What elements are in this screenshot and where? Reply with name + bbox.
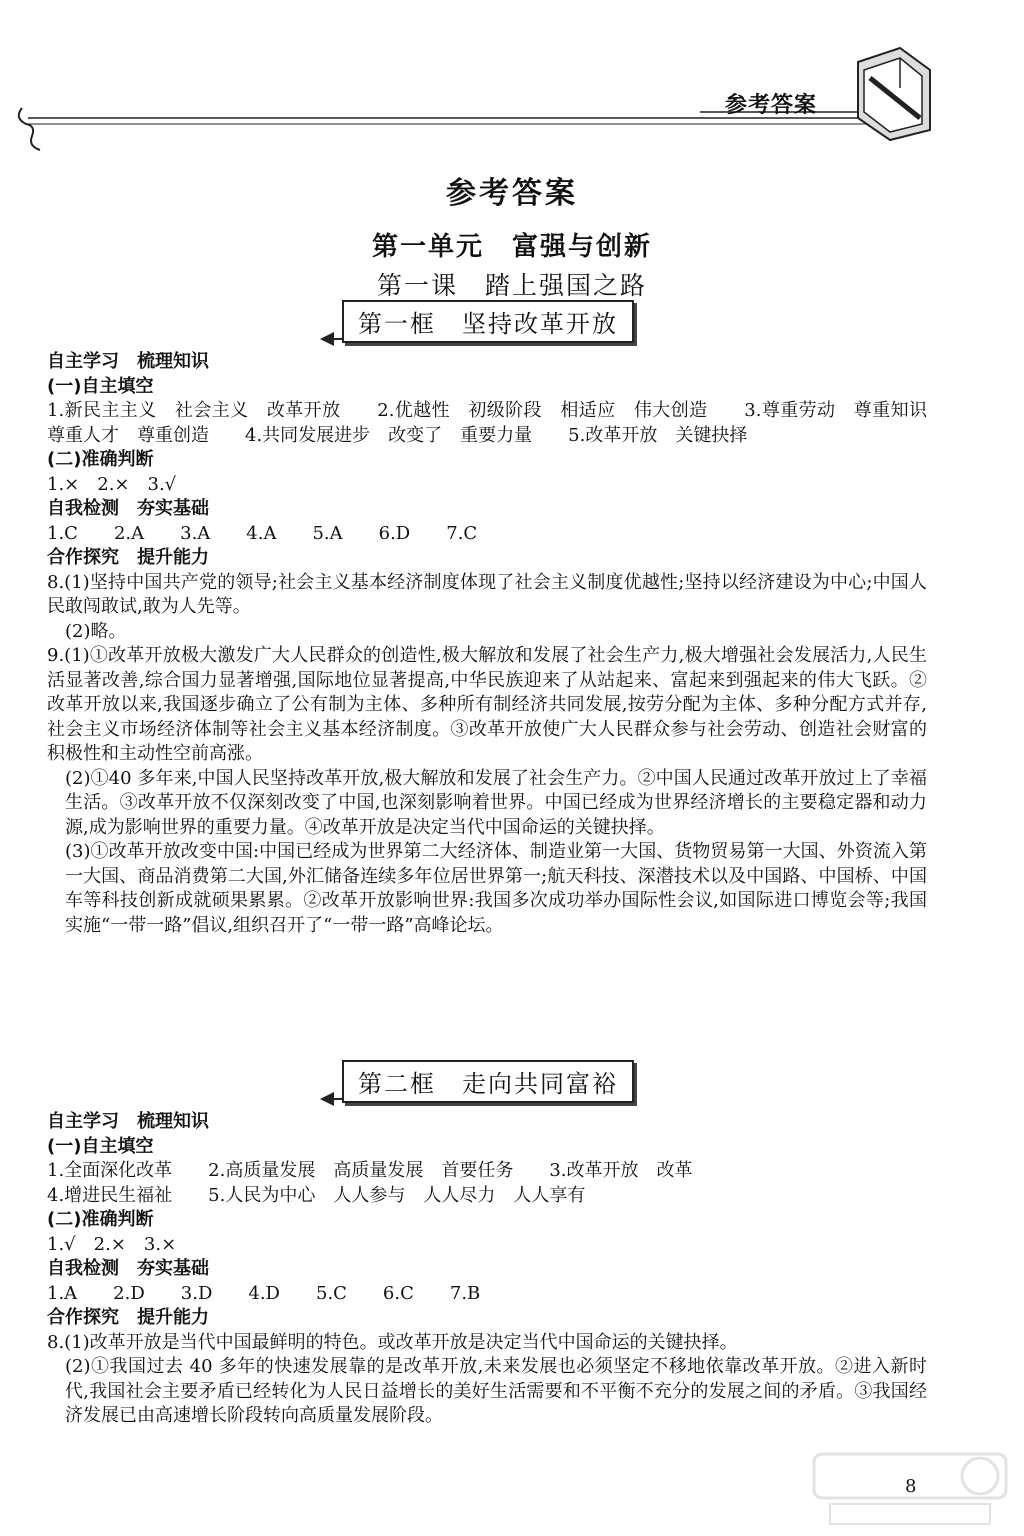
answer-paragraph: (2)①40 多年来,中国人民坚持改革开放,极大解放和发展了社会生产力。②中国人民通过改革开放过上了幸福生活。③改革开放不仅深刻改变了中国,也深刻影响着世界。中国已经成为世界经济增长的主要稳定器和动力源,成为影响世界的重要力量。④改革开放是决定当代中国命运的关键抉择。 bbox=[65, 767, 927, 838]
sub-heading: (二)准确判断 bbox=[47, 1209, 154, 1230]
frame2-header bbox=[322, 1060, 634, 1100]
book-icon bbox=[858, 48, 930, 140]
section-heading: 自主学习 梳理知识 bbox=[47, 1111, 209, 1132]
page-title: 参考答案 bbox=[446, 176, 578, 211]
sub-heading: (一)自主填空 bbox=[47, 375, 154, 397]
unit-title: 第一单元 富强与创新 bbox=[371, 232, 652, 262]
section-heading: 自我检测 夯实基础 bbox=[47, 1258, 209, 1279]
header-label: 参考答案 bbox=[725, 93, 818, 118]
choice-answers: 1.C 2.A 3.A 4.A 5.A 6.D 7.C bbox=[47, 522, 478, 544]
fill-answers: 1.全面深化改革 2.高质量发展 高质量发展 首要任务 3.改革开放 改革 bbox=[47, 1160, 693, 1181]
frame2-content bbox=[47, 1110, 927, 1429]
frame2-title: 第二框 走向共同富裕 bbox=[342, 1060, 634, 1103]
section-heading: 自我检测 夯实基础 bbox=[47, 498, 209, 519]
fill-answers: 4.增进民生福祉 5.人民为中心 人人参与 人人尽力 人人享有 bbox=[47, 1184, 586, 1206]
sub-heading: (二)准确判断 bbox=[47, 449, 154, 470]
judge-answers: 1.× 2.× 3.√ bbox=[47, 473, 177, 495]
frame1-header bbox=[322, 300, 634, 340]
choice-answers: 1.A 2.D 3.D 4.D 5.C 6.C 7.B bbox=[47, 1282, 481, 1304]
section-heading: 自主学习 梳理知识 bbox=[47, 351, 209, 372]
page-number: 8 bbox=[905, 1476, 917, 1497]
section-heading: 合作探究 提升能力 bbox=[47, 547, 209, 568]
judge-answers: 1.√ 2.× 3.× bbox=[47, 1233, 177, 1255]
answer-paragraph: (3)①改革开放改变中国:中国已经成为世界第二大经济体、制造业第一大国、货物贸易第一大国、外资流入第一大国、商品消费第二大国,外汇储备连续多年位居世界第一;航天科技、深潜技术以及中国路、中国桥、中国车等科技创新成就硕果累累。②改革开放影响世界:我国多次成功举办国际性会议,如国际进口博览会等;我国实施“一带一路”倡议,组织召开了“一带一路”高峰论坛。 bbox=[65, 841, 927, 936]
page-header bbox=[0, 0, 1024, 160]
frame1-content bbox=[47, 350, 945, 938]
header-decoration bbox=[0, 0, 1024, 160]
sub-heading: (一)自主填空 bbox=[47, 1135, 154, 1157]
answer-paragraph: 8.(1)改革开放是当代中国最鲜明的特色。或改革开放是决定当代中国命运的关键抉择。 bbox=[47, 1331, 738, 1353]
answer-paragraph: (2)略。 bbox=[65, 620, 127, 642]
answer-paragraph: (2)①我国过去 40 多年的快速发展靠的是改革开放,未来发展也必须坚定不移地依靠改革开放。②进入新时代,我国社会主要矛盾已经转化为人民日益增长的美好生活需要和不平衡不充分的发展之间的矛盾。③我国经济发展已由高速增长阶段转向高质量发展阶段。 bbox=[65, 1356, 927, 1426]
fill-answers: 1.新民主主义 社会主义 改革开放 2.优越性 初级阶段 相适应 伟大创造 3.尊重劳动 尊重知识 尊重人才 尊重创造 4.共同发展进步 改变了 重要力量 5.改革开放 关键抉择 bbox=[47, 400, 945, 446]
answer-paragraph: 9.(1)①改革开放极大激发广大人民群众的创造性,极大解放和发展了社会生产力,极大增强社会发展活力,人民生活显著改善,综合国力显著增强,国际地位显著提高,中华民族迎来了从站起来、富起来到强起来的伟大飞跃。②改革开放以来,我国逐步确立了公有制为主体、多种所有制经济共同发展,按劳分配为主体、多种分配方式并存,社会主义市场经济体制等社会主义基本经济制度。③改革开放使广大人民群众参与社会劳动、创造社会财富的积极性和主动性空前高涨。 bbox=[47, 645, 927, 764]
answer-paragraph: 8.(1)坚持中国共产党的领导;社会主义基本经济制度体现了社会主义制度优越性;坚持以经济建设为中心;中国人民敢闯敢试,敢为人先等。 bbox=[47, 571, 927, 617]
section-heading: 合作探究 提升能力 bbox=[47, 1307, 209, 1328]
frame1-title: 第一框 坚持改革开放 bbox=[342, 300, 634, 343]
lesson-title: 第一课 踏上强国之路 bbox=[376, 271, 647, 300]
